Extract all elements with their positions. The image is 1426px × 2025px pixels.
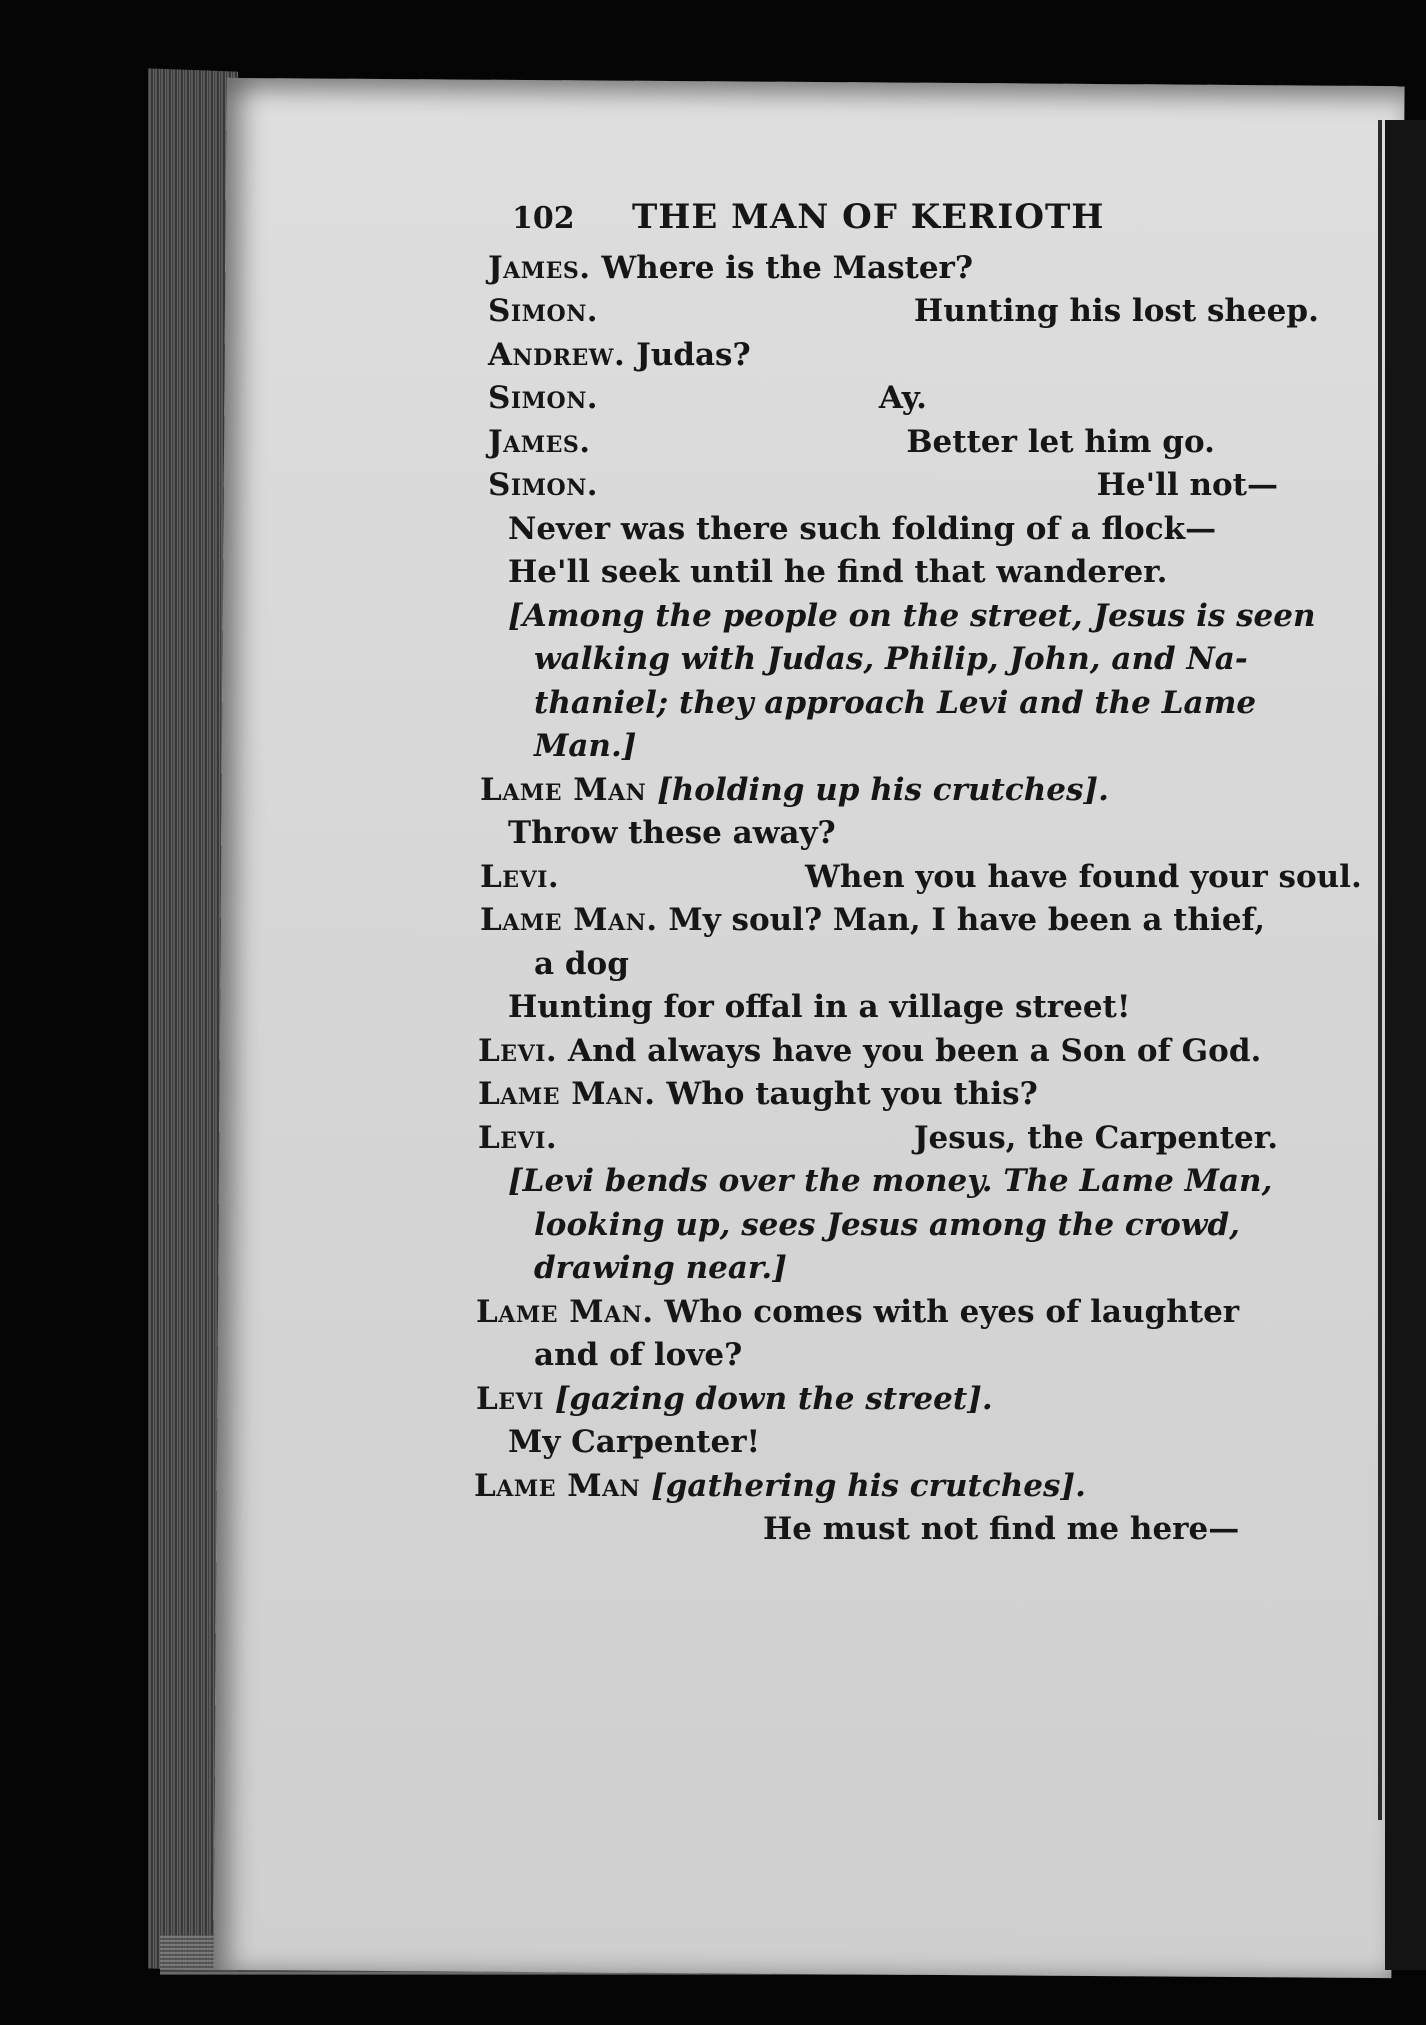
stage-direction: [gathering his crutches]. (651, 1467, 1086, 1504)
stage-direction-line (488, 725, 1278, 769)
stage-direction-line (488, 595, 1316, 639)
speaker-name: Lame Man (474, 1467, 641, 1504)
stage-direction: walking with Judas, Philip, John, and Na- (534, 641, 1248, 677)
speaker-name: Andrew. (488, 336, 626, 373)
dialogue-text: He'll seek until he find that wanderer. (508, 554, 1168, 590)
dialogue-text: Throw these away? (508, 815, 836, 851)
stage-direction: Man.] (534, 728, 637, 764)
dialogue-line (480, 769, 1278, 813)
dialogue-line (480, 899, 1278, 943)
dialogue-text: and of love? (534, 1337, 743, 1373)
dialogue-text: My soul? Man, I have been a thief, (668, 902, 1266, 938)
dialogue-line (488, 247, 1278, 291)
dialogue-text: Better let him go. (906, 423, 1215, 460)
right-shadow (1385, 120, 1426, 1970)
dialogue-line (488, 943, 1278, 987)
stage-direction: drawing near.] (534, 1250, 787, 1286)
dialogue-line (478, 1030, 1278, 1074)
page-text (474, 196, 1362, 1552)
dialogue-text: He must not find me here— (763, 1511, 1240, 1547)
dialogue-line (488, 334, 1278, 378)
speaker-name: Levi (476, 1380, 544, 1417)
stage-direction: [Levi bends over the money. The Lame Man, (508, 1163, 1273, 1199)
speaker-name: James. (488, 423, 591, 460)
stage-direction-line (488, 638, 1278, 682)
dialogue-line (478, 1073, 1278, 1117)
dialogue-text: a dog (534, 945, 629, 982)
dialogue-line (488, 464, 1278, 508)
dialogue-line (488, 986, 1278, 1030)
dialogue-text: When you have found your soul. (805, 858, 1362, 895)
dialogue-text: Who taught you this? (666, 1076, 1038, 1112)
dialogue-text: Never was there such folding of a flock— (508, 510, 1217, 547)
dialogue-text: Hunting his lost sheep. (913, 293, 1319, 329)
dialogue-line (476, 1378, 1278, 1422)
dialogue-text: Ay. (878, 380, 927, 416)
stage-direction-line (488, 1247, 1278, 1291)
stage-direction: thaniel; they approach Levi and the Lame (534, 684, 1257, 721)
stage-direction-line (488, 682, 1278, 726)
stage-direction: [gazing down the street]. (554, 1380, 993, 1417)
dialogue-text: Who comes with eyes of laughter (664, 1293, 1240, 1330)
speaker-name: Levi. (478, 1119, 558, 1156)
dialogue-text: And always have you been a Son of God. (568, 1032, 1262, 1069)
dialogue-text: My Carpenter! (508, 1424, 761, 1460)
speaker-name: Lame Man (480, 771, 647, 808)
dialogue-line (488, 1334, 1278, 1378)
speaker-name: Levi. (478, 1032, 558, 1069)
stage-direction-line (488, 1204, 1278, 1248)
dialogue-line (488, 508, 1278, 552)
dialogue-text: He'll not— (1096, 467, 1278, 503)
dialogue-line (488, 551, 1278, 595)
page-number: 102 (512, 201, 575, 236)
speaker-name: Simon. (488, 380, 599, 416)
dialogue-text: Where is the Master? (601, 249, 974, 286)
dialogue-line (488, 290, 1319, 334)
dialogue-text: Jesus, the Carpenter. (913, 1119, 1278, 1156)
dialogue-line (476, 1291, 1278, 1335)
stage-direction: [Among the people on the street, Jesus is seen (508, 597, 1316, 634)
dialogue-line (488, 421, 1278, 465)
page-header (488, 196, 1278, 241)
facing-page-edge (1378, 120, 1382, 1820)
dialogue-line (478, 1117, 1278, 1161)
stage-direction: [holding up his crutches]. (657, 771, 1109, 808)
stage-direction: looking up, sees Jesus among the crowd, (534, 1206, 1240, 1243)
dialogue-line (488, 1508, 1278, 1552)
dialogue-line (480, 856, 1362, 900)
speaker-name: James. (488, 249, 591, 286)
dialogue-text: Hunting for offal in a village street! (508, 989, 1131, 1025)
dialogue-line (488, 812, 1278, 856)
dialogue-line (474, 1465, 1278, 1509)
dialogue-line (488, 377, 1278, 421)
speaker-name: Lame Man. (478, 1076, 656, 1112)
speaker-name: Simon. (488, 293, 599, 329)
speaker-name: Simon. (488, 467, 599, 503)
speaker-name: Levi. (480, 858, 560, 895)
stage-direction-line (488, 1160, 1278, 1204)
speaker-name: Lame Man. (480, 902, 658, 938)
dialogue-line (488, 1421, 1278, 1465)
speaker-name: Lame Man. (476, 1293, 654, 1330)
dialogue-text: Judas? (636, 336, 751, 373)
running-title: THE MAN OF KERIOTH (632, 197, 1105, 237)
